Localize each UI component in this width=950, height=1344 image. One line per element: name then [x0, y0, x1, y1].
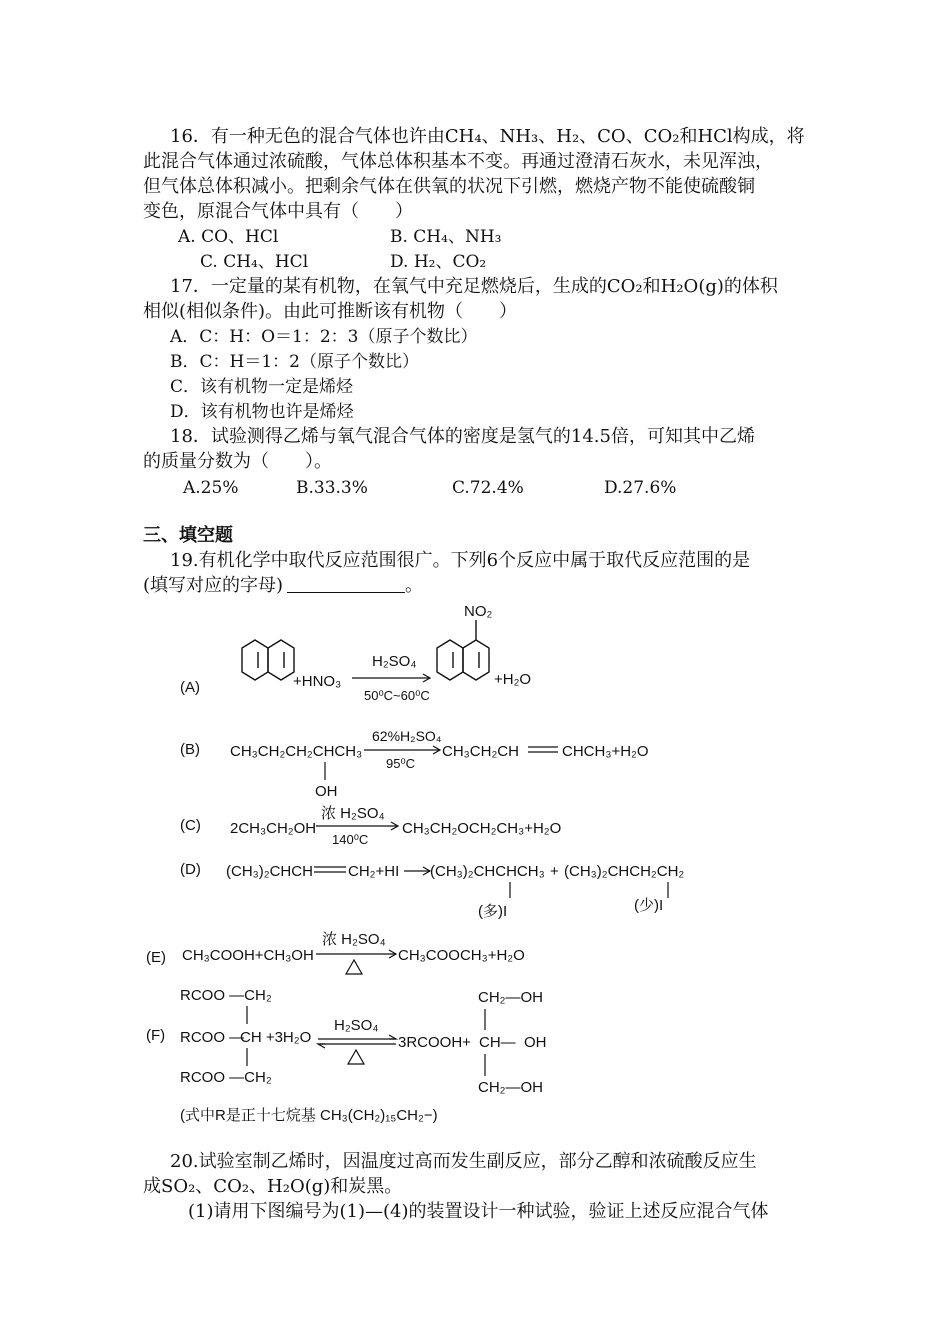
reaction-f-product-top: CH₂—OH [478, 989, 543, 1006]
reaction-d-note-minor: (少)I [634, 897, 664, 914]
reaction-d-label: (D) [180, 861, 201, 878]
q18-option-c: C.72.4% [452, 478, 524, 498]
heat-triangle-icon [348, 1050, 364, 1064]
answer-blank[interactable] [287, 574, 405, 593]
reaction-e-reactant: CH₃COOH+CH₃OH [182, 947, 314, 964]
reaction-c-reactant: 2CH₃CH₂OH [230, 820, 317, 837]
reaction-f-note: (式中R是正十七烷基 CH₃(CH₂)₁₅CH₂−) [180, 1107, 438, 1124]
q17-option-d: D．该有机物也许是烯烃 [170, 402, 354, 422]
reaction-f-label: (F) [146, 1027, 166, 1044]
reaction-d-reactant-part1: (CH₃)₂CHCH [226, 863, 313, 880]
q17-option-b: B．C：H＝1：2（原子个数比） [170, 352, 419, 372]
q18-line1: 18．试验测得乙烯与氧气混合气体的密度是氢气的14.5倍，可知其中乙烯 [170, 426, 755, 447]
q19-line1: 19.有机化学中取代反应范围很广。下列6个反应中属于取代反应范围的是 [170, 550, 751, 571]
q17-option-c: C．该有机物一定是烯烃 [170, 377, 354, 397]
reaction-f-row1: RCOO —CH₂ [180, 987, 272, 1004]
reaction-d-plus: + [550, 863, 559, 880]
reaction-f-row3: RCOO —CH₂ [180, 1069, 272, 1086]
reaction-d-reactant-part2: CH₂+HI [348, 863, 400, 880]
q20-line2: 成SO₂、CO₂、H₂O(g)和炭黑。 [143, 1176, 403, 1197]
reaction-d-product1: (CH₃)₂CHCHCH₃ [430, 863, 545, 880]
reaction-b-product-part2: CHCH₃+H₂O [562, 743, 649, 760]
q20-line1: 20.试验室制乙烯时，因温度过高而发生副反应，部分乙醇和浓硫酸反应生 [170, 1151, 757, 1172]
reaction-b-condition-top: 62%H₂SO₄ [372, 728, 442, 744]
reaction-a-condition-top: H₂SO₄ [372, 653, 417, 670]
q16-option-a: A. CO、HCl [178, 227, 279, 247]
reaction-c-condition-bottom: 140⁰C [332, 832, 369, 847]
q16-line2: 此混合气体通过浓硫酸，气体总体积基本不变。再通过澄清石灰水，未见浑浊， [143, 151, 773, 172]
q18-option-a: A.25% [183, 478, 239, 498]
q16-line4: 变色，原混合气体中具有（ ） [143, 201, 413, 222]
q19-line2-end: 。 [405, 575, 424, 596]
reaction-c-condition-top: 浓 H₂SO₄ [321, 805, 385, 822]
q19-line2 [143, 574, 423, 598]
reaction-e-condition-top: 浓 H₂SO₄ [322, 931, 386, 948]
reaction-e-label: (E) [146, 949, 166, 966]
q20-line3: (1)请用下图编号为(1)—(4)的装置设计一种试验，验证上述反应混合气体 [188, 1201, 769, 1222]
section-heading: 三、填空题 [143, 525, 233, 546]
q16-line3: 但气体总体积减小。把剩余气体在供氧的状况下引燃，燃烧产物不能使硫酸铜 [143, 176, 755, 197]
reaction-d-note-major: (多)I [478, 903, 508, 920]
reaction-f-product-ch: CH— [479, 1034, 516, 1051]
reaction-b-reactant: CH₃CH₂CH₂CHCH₃ [230, 743, 363, 760]
naphthalene-left-icon [242, 640, 294, 680]
reaction-f-product-bottom: CH₂—OH [478, 1079, 543, 1096]
q18-line2: 的质量分数为（ ）。 [143, 451, 332, 472]
q16-option-d: D. H₂、CO₂ [390, 252, 487, 272]
reaction-e-product: CH₃COOCH₃+H₂O [398, 947, 525, 964]
reaction-b-product-part1: CH₃CH₂CH [442, 743, 519, 760]
q16-option-b: B. CH₄、NH₃ [390, 227, 502, 247]
reaction-b-hydroxyl: OH [315, 783, 338, 800]
q16-line1: 16．有一种无色的混合气体也许由CH₄、NH₃、H₂、CO、CO₂和HCl构成，将 [170, 126, 805, 147]
reaction-b-label: (B) [180, 741, 200, 758]
reaction-d-product2: (CH₃)₂CHCH₂CH₂ [564, 863, 685, 880]
heat-triangle-icon [346, 960, 362, 974]
q19-line2-text: (填写对应的字母) [143, 575, 284, 596]
reaction-f-product-acid: 3RCOOH+ [398, 1034, 471, 1051]
q17-line1: 17．一定量的某有机物，在氧气中充足燃烧后，生成的CO₂和H₂O(g)的体积 [170, 276, 778, 297]
reaction-figure [140, 598, 720, 1138]
reaction-c-label: (C) [180, 817, 201, 834]
reaction-f-product-oh-mid: OH [524, 1034, 547, 1051]
reaction-f-row2-left: RCOO — [180, 1029, 245, 1046]
reaction-a-label: (A) [180, 679, 200, 696]
q16-option-c: C. CH₄、HCl [200, 252, 309, 272]
reaction-a-condition-bottom: 50⁰C~60⁰C [364, 688, 430, 703]
reaction-f-condition-top: H₂SO₄ [334, 1017, 379, 1034]
q18-option-d: D.27.6% [604, 478, 677, 498]
reaction-a-product-tail: +H₂O [494, 671, 532, 688]
reaction-b-condition-bottom: 95⁰C [386, 756, 416, 771]
reaction-a-nitro-group: NO₂ [464, 603, 493, 620]
nitronaphthalene-icon [437, 620, 489, 680]
reaction-a-reagent: +HNO₃ [293, 673, 342, 690]
reaction-f-row2-right: CH +3H₂O [240, 1029, 312, 1046]
reaction-c-product: CH₃CH₂OCH₂CH₃+H₂O [402, 820, 562, 837]
q17-line2: 相似(相似条件)。由此可推断该有机物（ ） [143, 301, 518, 322]
q17-option-a: A．C：H：O＝1：2：3（原子个数比） [170, 327, 478, 347]
q18-option-b: B.33.3% [296, 478, 368, 498]
